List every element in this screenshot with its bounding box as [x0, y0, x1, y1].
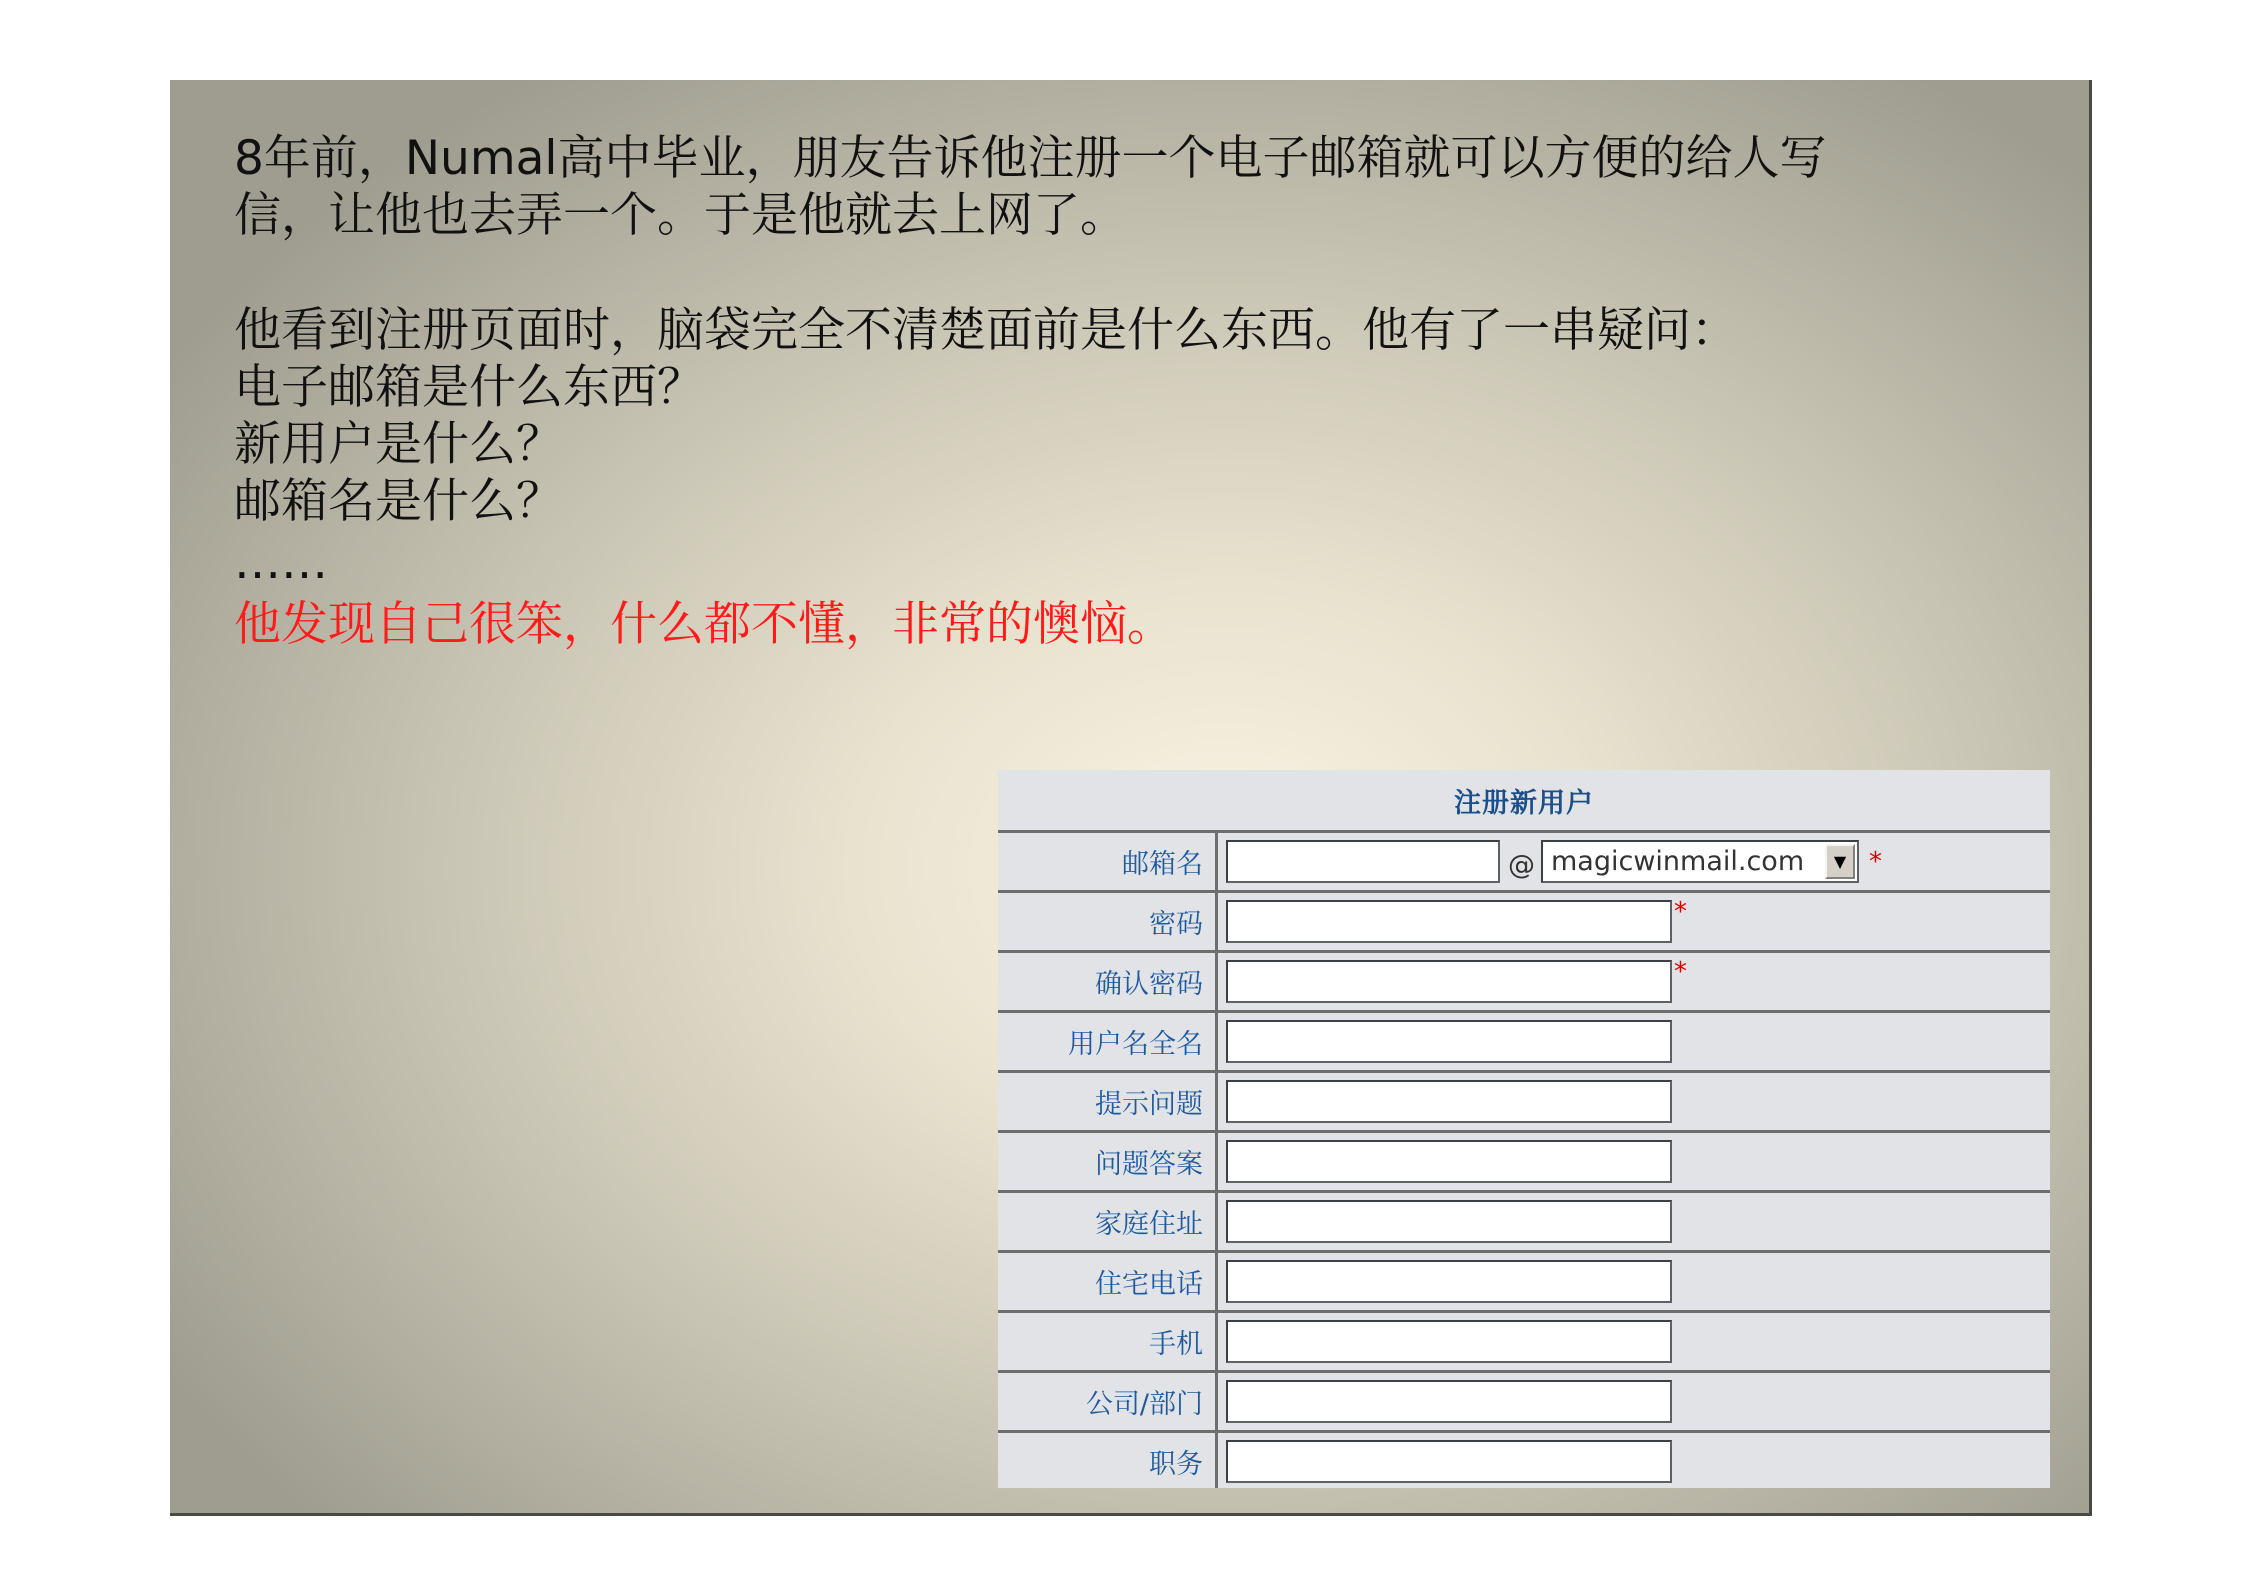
field-label: 手机: [998, 1313, 1218, 1370]
form-row-company: [998, 1373, 2050, 1433]
field-cell: [1218, 1373, 2050, 1430]
form-title: 注册新用户: [998, 770, 2050, 833]
spacer: [234, 244, 1934, 302]
hint-question-input[interactable]: [1226, 1080, 1672, 1123]
form-row-home-phone: [998, 1253, 2050, 1313]
form-row-full-name: [998, 1013, 2050, 1073]
question-line: 邮箱名是什么？: [234, 474, 563, 529]
field-label: 住宅电话: [998, 1253, 1218, 1310]
conclusion-text: 他发现自己很笨，什么都不懂，非常的懊恼。: [234, 597, 1174, 652]
field-cell: [1218, 1133, 2050, 1190]
home-phone-input[interactable]: [1226, 1260, 1672, 1303]
field-cell: [1218, 953, 2050, 1010]
field-label: 问题答案: [998, 1133, 1218, 1190]
field-cell: [1218, 1193, 2050, 1250]
company-input[interactable]: [1226, 1380, 1672, 1423]
field-label: 提示问题: [998, 1073, 1218, 1130]
mobile-input[interactable]: [1226, 1320, 1672, 1363]
field-label: 职务: [998, 1433, 1218, 1488]
answer-input[interactable]: [1226, 1140, 1672, 1183]
password-input[interactable]: [1226, 900, 1672, 943]
field-cell: [1218, 1313, 2050, 1370]
field-label: 用户名全名: [998, 1013, 1218, 1070]
domain-select-value: magicwinmail.com: [1551, 846, 1805, 877]
story-line: 8年前，Numal高中毕业，朋友告诉他注册一个电子邮箱就可以方便的给人写: [234, 131, 1827, 186]
mailbox-name-input[interactable]: [1226, 840, 1500, 883]
story-line: 他看到注册页面时，脑袋完全不清楚面前是什么东西。他有了一串疑问：: [234, 303, 1738, 358]
domain-select[interactable]: [1541, 840, 1859, 883]
full-name-input[interactable]: [1226, 1020, 1672, 1063]
question-line: 电子邮箱是什么东西？: [234, 360, 704, 415]
field-cell: [1218, 893, 2050, 950]
form-row-position: [998, 1433, 2050, 1488]
form-row-home-address: [998, 1193, 2050, 1253]
field-label: 家庭住址: [998, 1193, 1218, 1250]
field-cell: [1218, 833, 2050, 890]
field-cell: [1218, 1433, 2050, 1488]
position-input[interactable]: [1226, 1440, 1672, 1483]
story-line: 信，让他也去弄一个。于是他就去上网了。: [234, 188, 1127, 243]
register-form: [998, 770, 2050, 1488]
form-row-mobile: [998, 1313, 2050, 1373]
confirm-password-input[interactable]: [1226, 960, 1672, 1003]
required-mark: *: [1674, 957, 1687, 987]
field-label: 邮箱名: [998, 833, 1218, 890]
field-label: 公司/部门: [998, 1373, 1218, 1430]
required-mark: *: [1674, 897, 1687, 927]
field-label: 确认密码: [998, 953, 1218, 1010]
chevron-down-icon[interactable]: ▼: [1825, 844, 1855, 879]
form-row-confirm-password: [998, 953, 2050, 1013]
at-symbol: @: [1508, 850, 1535, 881]
form-row-hint-question: [998, 1073, 2050, 1133]
question-line: 新用户是什么？: [234, 417, 563, 472]
field-cell: [1218, 1253, 2050, 1310]
ellipsis: ……: [234, 535, 328, 590]
form-row-password: [998, 893, 2050, 953]
field-label: 密码: [998, 893, 1218, 950]
home-address-input[interactable]: [1226, 1200, 1672, 1243]
slide: [170, 80, 2092, 1516]
field-cell: [1218, 1013, 2050, 1070]
story-text: [234, 130, 1934, 653]
form-row-mailbox: [998, 833, 2050, 893]
required-mark: *: [1869, 846, 1882, 877]
field-cell: [1218, 1073, 2050, 1130]
form-row-answer: [998, 1133, 2050, 1193]
